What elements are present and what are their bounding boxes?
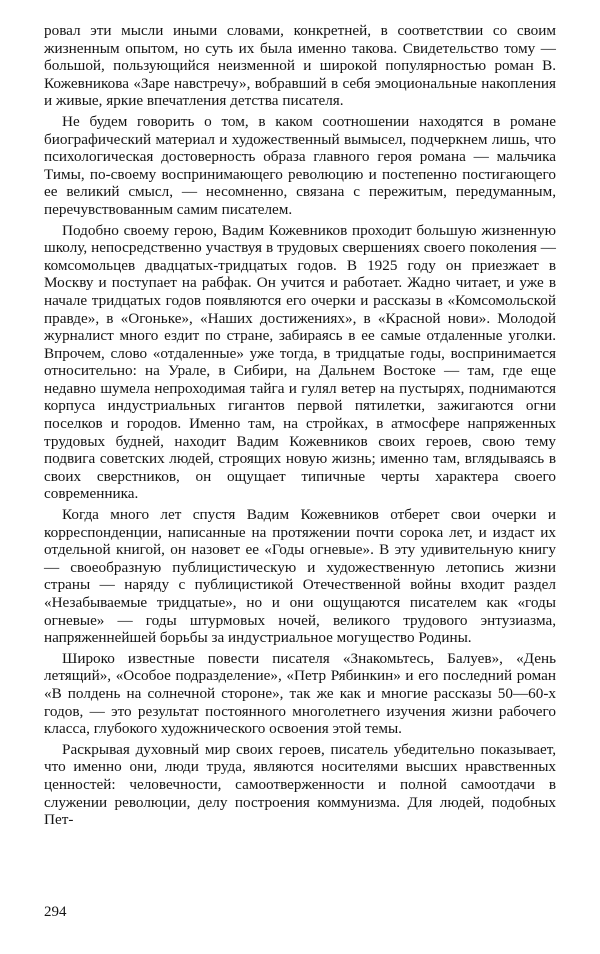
paragraph-3: Подобно своему герою, Вадим Кожевников проходит большую жизненную школу, непосредственно участвуя в трудовых свершениях своего поколения — комсомольцев двадцатых-тридцатых годов. В 1925 году он приезжает в Москву и поступает на рабфак. Он учится и работает. Жадно читает, и уже в начале тридцатых годов появляются его очерки и рассказы в «Комсомольской правде», в «Огоньке», «Наших достижениях», в «Красной нови». Молодой журналист много ездит по стране, забираясь в ее самые отдаленные уголки. Впрочем, слово «отдаленные» уже тогда, в тридцатые годы, воспринимается относительно: на Урале, в Сибири, на Дальнем Востоке — там, где еще недавно шумела непроходимая тайга и гулял ветер на пустырях, поднимаются корпуса индустриальных гигантов первой пятилетки, зажигаются огни поселков и городов. Именно там, на стройках, в атмосфере напряженных трудовых будней, находит Вадим Кожевников своих героев, свою тему подвига советских людей, строящих новую жизнь; именно там, вглядываясь в своих сверстников, он ощущает типичные черты характера своего современника. [44,221,556,503]
paragraph-6: Раскрывая духовный мир своих героев, писатель убедительно показывает, что именно они, люди труда, являются носителями высших нравственных ценностей: человечности, самоотверженности и полной самоотдачи в служении революции, делу построения коммунизма. Для людей, подобных Пет- [44,740,556,829]
paragraph-2: Не будем говорить о том, в каком соотношении находятся в романе биографический материал и художественный вымысел, подчеркнем лишь, что психологическая достоверность образа главного героя романа — мальчика Тимы, по-своему воспринимающего революцию и постепенно постигающего ее великий смысл, — несомненно, связана с пережитым, передуманным, перечувствованным самим писателем. [44,112,556,218]
page-body [44,22,556,832]
paragraph-4: Когда много лет спустя Вадим Кожевников отберет свои очерки и корреспонденции, написанные на протяжении почти сорока лет, и издаст их отдельной книгой, он назовет ее «Годы огневые». В эту удивительную книгу — своеобразную публицистическую и художественную летопись жизни страны — наряду с публицистикой Отечественной войны входит раздел «Незабываемые тридцатые», но и они ощущаются писателем как «годы огневые» — годы штурмовых ночей, великого трудового энтузиазма, напряженнейшей борьбы за индустриальное могущество Родины. [44,506,556,647]
paragraph-1: ровал эти мысли иными словами, конкретней, в соответствии со своим жизненным опытом, но суть их была именно такова. Свидетельство тому — большой, пользующийся неизменной и широкой популярностью роман В. Кожевникова «Заре навстречу», вобравший в себя эмоциональные накопления и живые, яркие впечатления детства писателя. [44,22,556,110]
paragraph-5: Широко известные повести писателя «Знакомьтесь, Балуев», «День летящий», «Особое подразделение», «Петр Рябинкин» и его последний роман «В полдень на солнечной стороне», так же как и многие рассказы 50—60-х годов, — это результат постоянного многолетнего изучения жизни рабочего класса, глубокого художнического освоения этой темы. [44,649,556,738]
page-number: 294 [44,904,67,920]
